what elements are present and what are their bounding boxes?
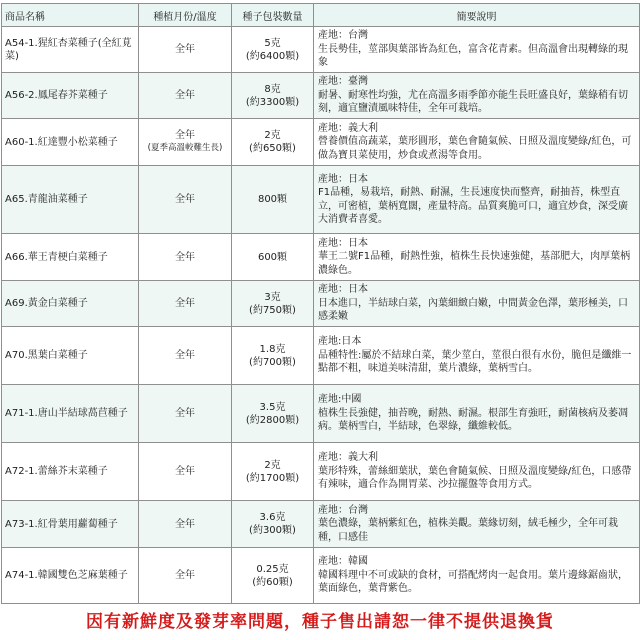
quantity-value: 0.25克: [256, 563, 289, 575]
quantity-value: 600顆: [257, 251, 288, 263]
seed-count: (約60顆): [252, 576, 293, 588]
product-description: 產地：日本 F1品種，易栽培，耐熱、耐濕，生長速度快而整齊，耐抽苔，株型直立，可密植，葉柄寬闊，產量特高。品質爽脆可口，適宜炒食，深受廣大消費者喜愛。: [314, 166, 640, 234]
table-row: [2, 234, 640, 281]
quantity-cell: [232, 327, 314, 385]
quantity-value: 2克: [264, 130, 281, 141]
quantity-cell: [232, 443, 314, 501]
seed-product-table: [1, 3, 640, 604]
product-description: 產地：韓國 韓國料理中不可或缺的食材，可搭配烤肉一起食用。葉片邊緣鋸齒狀，葉面綠色，葉背紫色。: [314, 548, 640, 604]
quantity-value: 3克: [264, 291, 281, 303]
quantity-cell: [232, 234, 314, 281]
seed-count: (約700顆): [249, 356, 296, 368]
season-cell: [139, 27, 232, 73]
product-name: A60-1.紅達豐小松菜種子: [2, 119, 139, 166]
season-cell: [139, 281, 232, 327]
table-row: [2, 548, 640, 604]
season-value: 全年: [175, 130, 195, 141]
season-value: 全年: [175, 251, 195, 263]
season-cell: [139, 443, 232, 501]
season-cell: [139, 501, 232, 548]
season-value: 全年: [175, 408, 195, 419]
product-name: A71-1.唐山半結球萵苣種子: [2, 385, 139, 443]
quantity-value: 3.5克: [259, 401, 286, 413]
table-row: [2, 119, 640, 166]
seed-count: (約750顆): [249, 304, 296, 316]
product-name: A69.黃金白菜種子: [2, 281, 139, 327]
season-cell: [139, 385, 232, 443]
seed-count: (約2800顆): [245, 414, 300, 426]
season-value: 全年: [175, 194, 195, 205]
product-description: 產地:中國 植株生長強健，抽苔晚，耐熱、耐濕。根部生育強旺，耐菌核病及萎凋病。葉柄雪白，半結球，色翠綠，纖維較低。: [314, 385, 640, 443]
season-value: 全年: [175, 350, 195, 361]
product-description: 產地：義大利 葉形特殊，蕾絲細葉狀，葉色會隨氣候、日照及溫度變綠/紅色，口感帶有辣味，適合作為開胃菜、沙拉擺盤等食用方式。: [314, 443, 640, 501]
header-description: 簡要說明: [314, 4, 640, 27]
seed-count: (約3300顆): [245, 96, 300, 108]
table-row: [2, 73, 640, 119]
season-cell: [139, 327, 232, 385]
no-return-notice: 因有新鮮度及發芽率問題，種子售出請恕一律不提供退換貨: [86, 612, 554, 632]
season-value: 全年: [175, 298, 195, 309]
quantity-cell: [232, 501, 314, 548]
product-name: A56-2.鳳尾春芥菜種子: [2, 73, 139, 119]
seed-count: (約650顆): [249, 143, 296, 154]
quantity-cell: [232, 385, 314, 443]
quantity-value: 3.6克: [259, 512, 286, 523]
season-value: 全年: [175, 570, 195, 581]
season-value: 全年: [175, 518, 195, 530]
table-body: [2, 27, 640, 604]
table-row: [2, 327, 640, 385]
quantity-cell: [232, 548, 314, 604]
product-name: A66.華王青梗白菜種子: [2, 234, 139, 281]
product-description: 產地:日本 品種特性:屬於不結球白菜，葉少莖白，莖很白很有水份，脆但是纖維一點都不粗，味道美味清甜，葉片濃綠，葉柄雪白。: [314, 327, 640, 385]
quantity-cell: [232, 73, 314, 119]
seed-count: (約1700顆): [245, 472, 300, 484]
table-header-row: [2, 4, 640, 27]
product-name: A65.青龍油菜種子: [2, 166, 139, 234]
seed-count: (約300顆): [249, 525, 296, 536]
header-season: 種植月份/溫度: [139, 4, 232, 27]
product-description: 產地：臺灣 耐暑、耐寒性均強，尤在高溫多雨季節亦能生長旺盛良好，葉綠稍有切刻，適宜鹽漬風味特佳，全年可栽培。: [314, 73, 640, 119]
product-name: A72-1.蕾絲芥末菜種子: [2, 443, 139, 501]
quantity-value: 2克: [264, 459, 281, 471]
season-value: 全年: [175, 466, 195, 477]
season-value: 全年: [175, 44, 195, 55]
season-cell: [139, 166, 232, 234]
quantity-value: 5克: [264, 37, 281, 49]
product-name: A54-1.猩紅杏菜種子(全紅莧菜): [2, 27, 139, 73]
quantity-cell: [232, 119, 314, 166]
table-row: [2, 385, 640, 443]
seed-count: (約6400顆): [245, 50, 300, 62]
table-row: [2, 166, 640, 234]
season-value: 全年: [175, 90, 195, 101]
season-note: (夏季高溫較難生長): [147, 143, 223, 153]
product-name: A73-1.紅骨葉用蘿蔔種子: [2, 501, 139, 548]
header-quantity: 種子包裝數量: [232, 4, 314, 27]
quantity-value: 800顆: [257, 194, 288, 205]
product-name: A74-1.韓國雙色芝麻葉種子: [2, 548, 139, 604]
table-row: [2, 501, 640, 548]
quantity-value: 1.8克: [259, 343, 286, 355]
table-row: [2, 281, 640, 327]
product-description: 產地：台灣 生長勢佳，莖部與葉部皆為紅色，富含花青素。但高溫會出現轉綠的現象: [314, 27, 640, 73]
product-name: A70.黑葉白菜種子: [2, 327, 139, 385]
table-row: [2, 27, 640, 73]
table-row: [2, 443, 640, 501]
product-description: 產地：日本 日本進口，半結球白菜，內葉細緻白嫩，中間黃金色澤，葉形極美，口感柔嫩: [314, 281, 640, 327]
quantity-value: 8克: [264, 83, 281, 95]
season-cell: [139, 548, 232, 604]
season-cell: [139, 119, 232, 166]
season-cell: [139, 73, 232, 119]
header-product-name: 商品名稱: [2, 4, 139, 27]
quantity-cell: [232, 166, 314, 234]
product-description: 產地：義大利 營養價值高蔬菜，葉形圓形，葉色會隨氣候、日照及溫度變綠/紅色，可做為寶貝菜使用，炒食或煮湯等食用。: [314, 119, 640, 166]
product-description: 產地：台灣 葉色濃綠，葉柄紫紅色，植株美觀。葉緣切刻，絨毛極少，全年可栽種，口感佳: [314, 501, 640, 548]
product-description: 產地：日本 華王二號F1品種，耐熱性強，植株生長快速強健，基部肥大，肉厚葉柄濃綠色。: [314, 234, 640, 281]
quantity-cell: [232, 27, 314, 73]
season-cell: [139, 234, 232, 281]
quantity-cell: [232, 281, 314, 327]
